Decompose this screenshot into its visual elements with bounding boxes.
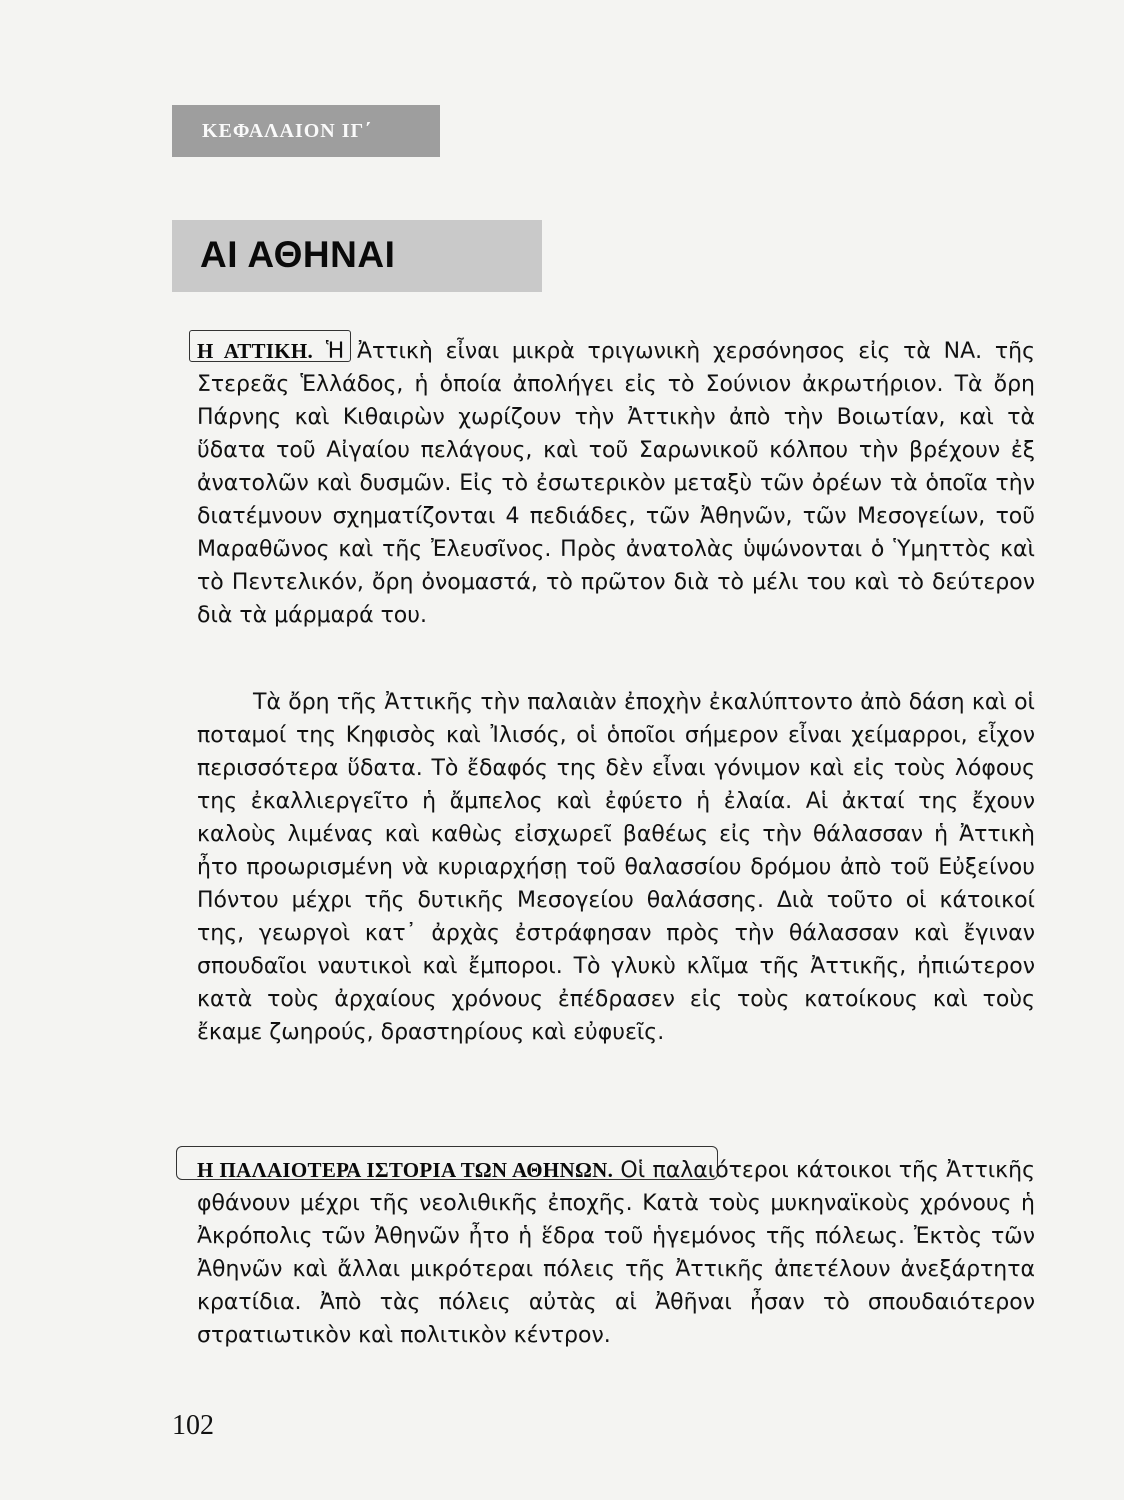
paragraph-text: Τὰ ὄρη τῆς Ἀττικῆς τὴν παλαιὰν ἐποχὴν ἐκαλύπτοντο ἀπὸ δάση καὶ οἱ ποταμοί της Κηφισὸς καὶ Ἰλισός, οἱ ὁποῖοι σήμερον εἶναι χείμαρροι, εἶχον περισσότερα ὕδατα. Τὸ ἔδαφός της δὲν εἶναι γόνιμον καὶ εἰς τοὺς λόφους της ἐκαλλιεργεῖτο ἡ ἄμπελος καὶ ἐφύετο ἡ ἐλαία. Αἱ ἀκταί της ἔχουν καλοὺς λιμένας καὶ καθὼς εἰσχωρεῖ βαθέως εἰς τὴν θάλασσαν ἡ Ἀττικὴ ἦτο προωρισμένη νὰ κυριαρχήσῃ τοῦ θαλασσίου δρόμου ἀπὸ τοῦ Εὐξείνου Πόντου μέχρι τῆς δυτικῆς Μεσογείου θαλάσσης. Διὰ τοῦτο οἱ κάτοικοί της, γεωργοὶ κατ᾽ ἀρχὰς ἐστράφησαν πρὸς τὴν θάλασσαν καὶ ἔγιναν σπουδαῖοι ναυτικοὶ καὶ ἔμποροι. Τὸ γλυκὺ κλῖμα τῆς Ἀττικῆς, ἠπιώτερον κατὰ τοὺς ἀρχαίους χρόνους ἐπέδρασεν εἰς τοὺς κατοίκους καὶ τοὺς ἔκαμε ζωηρούς, δραστηρίους καὶ εὐφυεῖς. bbox=[197, 690, 1035, 1045]
paragraph-attica bbox=[197, 335, 1035, 632]
paragraph-early-history bbox=[197, 1154, 1035, 1352]
section-heading-early-history: Η ΠΑΛΑΙΟΤΕΡΑ ΙΣΤΟΡΙΑ ΤΩΝ ΑΘΗΝΩΝ. bbox=[197, 1158, 614, 1182]
section-heading-attica: Η ΑΤΤΙΚΗ. bbox=[197, 339, 314, 363]
page-number: 102 bbox=[172, 1410, 214, 1441]
chapter-label-text: ΚΕΦΑΛΑΙΟΝ ΙΓ΄ bbox=[202, 119, 372, 142]
paragraph-attica-continued bbox=[197, 686, 1035, 1049]
paragraph-text: Ἡ Ἀττικὴ εἶναι μικρὰ τριγωνικὴ χερσόνησος εἰς τὰ ΝΑ. τῆς Στερεᾶς Ἑλλάδος, ἡ ὁποία ἀπολήγει εἰς τὸ Σούνιον ἀκρωτήριον. Τὰ ὄρη Πάρνης καὶ Κιθαιρὼν χωρίζουν τὴν Ἀττικὴν ἀπὸ τὴν Βοιωτίαν, καὶ τὰ ὕδατα τοῦ Αἰγαίου πελάγους, καὶ τοῦ Σαρωνικοῦ κόλπου τὴν βρέχουν ἐξ ἀνατολῶν καὶ δυσμῶν. Εἰς τὸ ἐσωτερικὸν μεταξὺ τῶν ὀρέων τὰ ὁποῖα τὴν διατέμνουν σχηματίζονται 4 πεδιάδες, τῶν Ἀθηνῶν, τῶν Μεσογείων, τοῦ Μαραθῶνος καὶ τῆς Ἐλευσῖνος. Πρὸς ἀνατολὰς ὑψώνονται ὁ Ὑμηττὸς καὶ τὸ Πεντελικόν, ὄρη ὀνομαστά, τὸ πρῶτον διὰ τὸ μέλι του καὶ τὸ δεύτερον διὰ τὰ μάρμαρά του. bbox=[197, 339, 1035, 628]
chapter-label bbox=[172, 105, 440, 157]
paragraph-text: Οἱ παλαιότεροι κάτοικοι τῆς Ἀττικῆς φθάνουν μέχρι τῆς νεολιθικῆς ἐποχῆς. Κατὰ τοὺς μυκηναϊκοὺς χρόνους ἡ Ἀκρόπολις τῶν Ἀθηνῶν ἦτο ἡ ἕδρα τοῦ ἡγεμόνος τῆς πόλεως. Ἐκτὸς τῶν Ἀθηνῶν καὶ ἄλλαι μικρότεραι πόλεις τῆς Ἀττικῆς ἀπετέλουν ἀνεξάρτητα κρατίδια. Ἀπὸ τὰς πόλεις αὐτὰς αἱ Ἀθῆναι ἦσαν τὸ σπουδαιότερον στρατιωτικὸν καὶ πολιτικὸν κέντρον. bbox=[197, 1158, 1035, 1348]
page-title: ΑΙ ΑΘΗΝΑΙ bbox=[200, 234, 396, 275]
